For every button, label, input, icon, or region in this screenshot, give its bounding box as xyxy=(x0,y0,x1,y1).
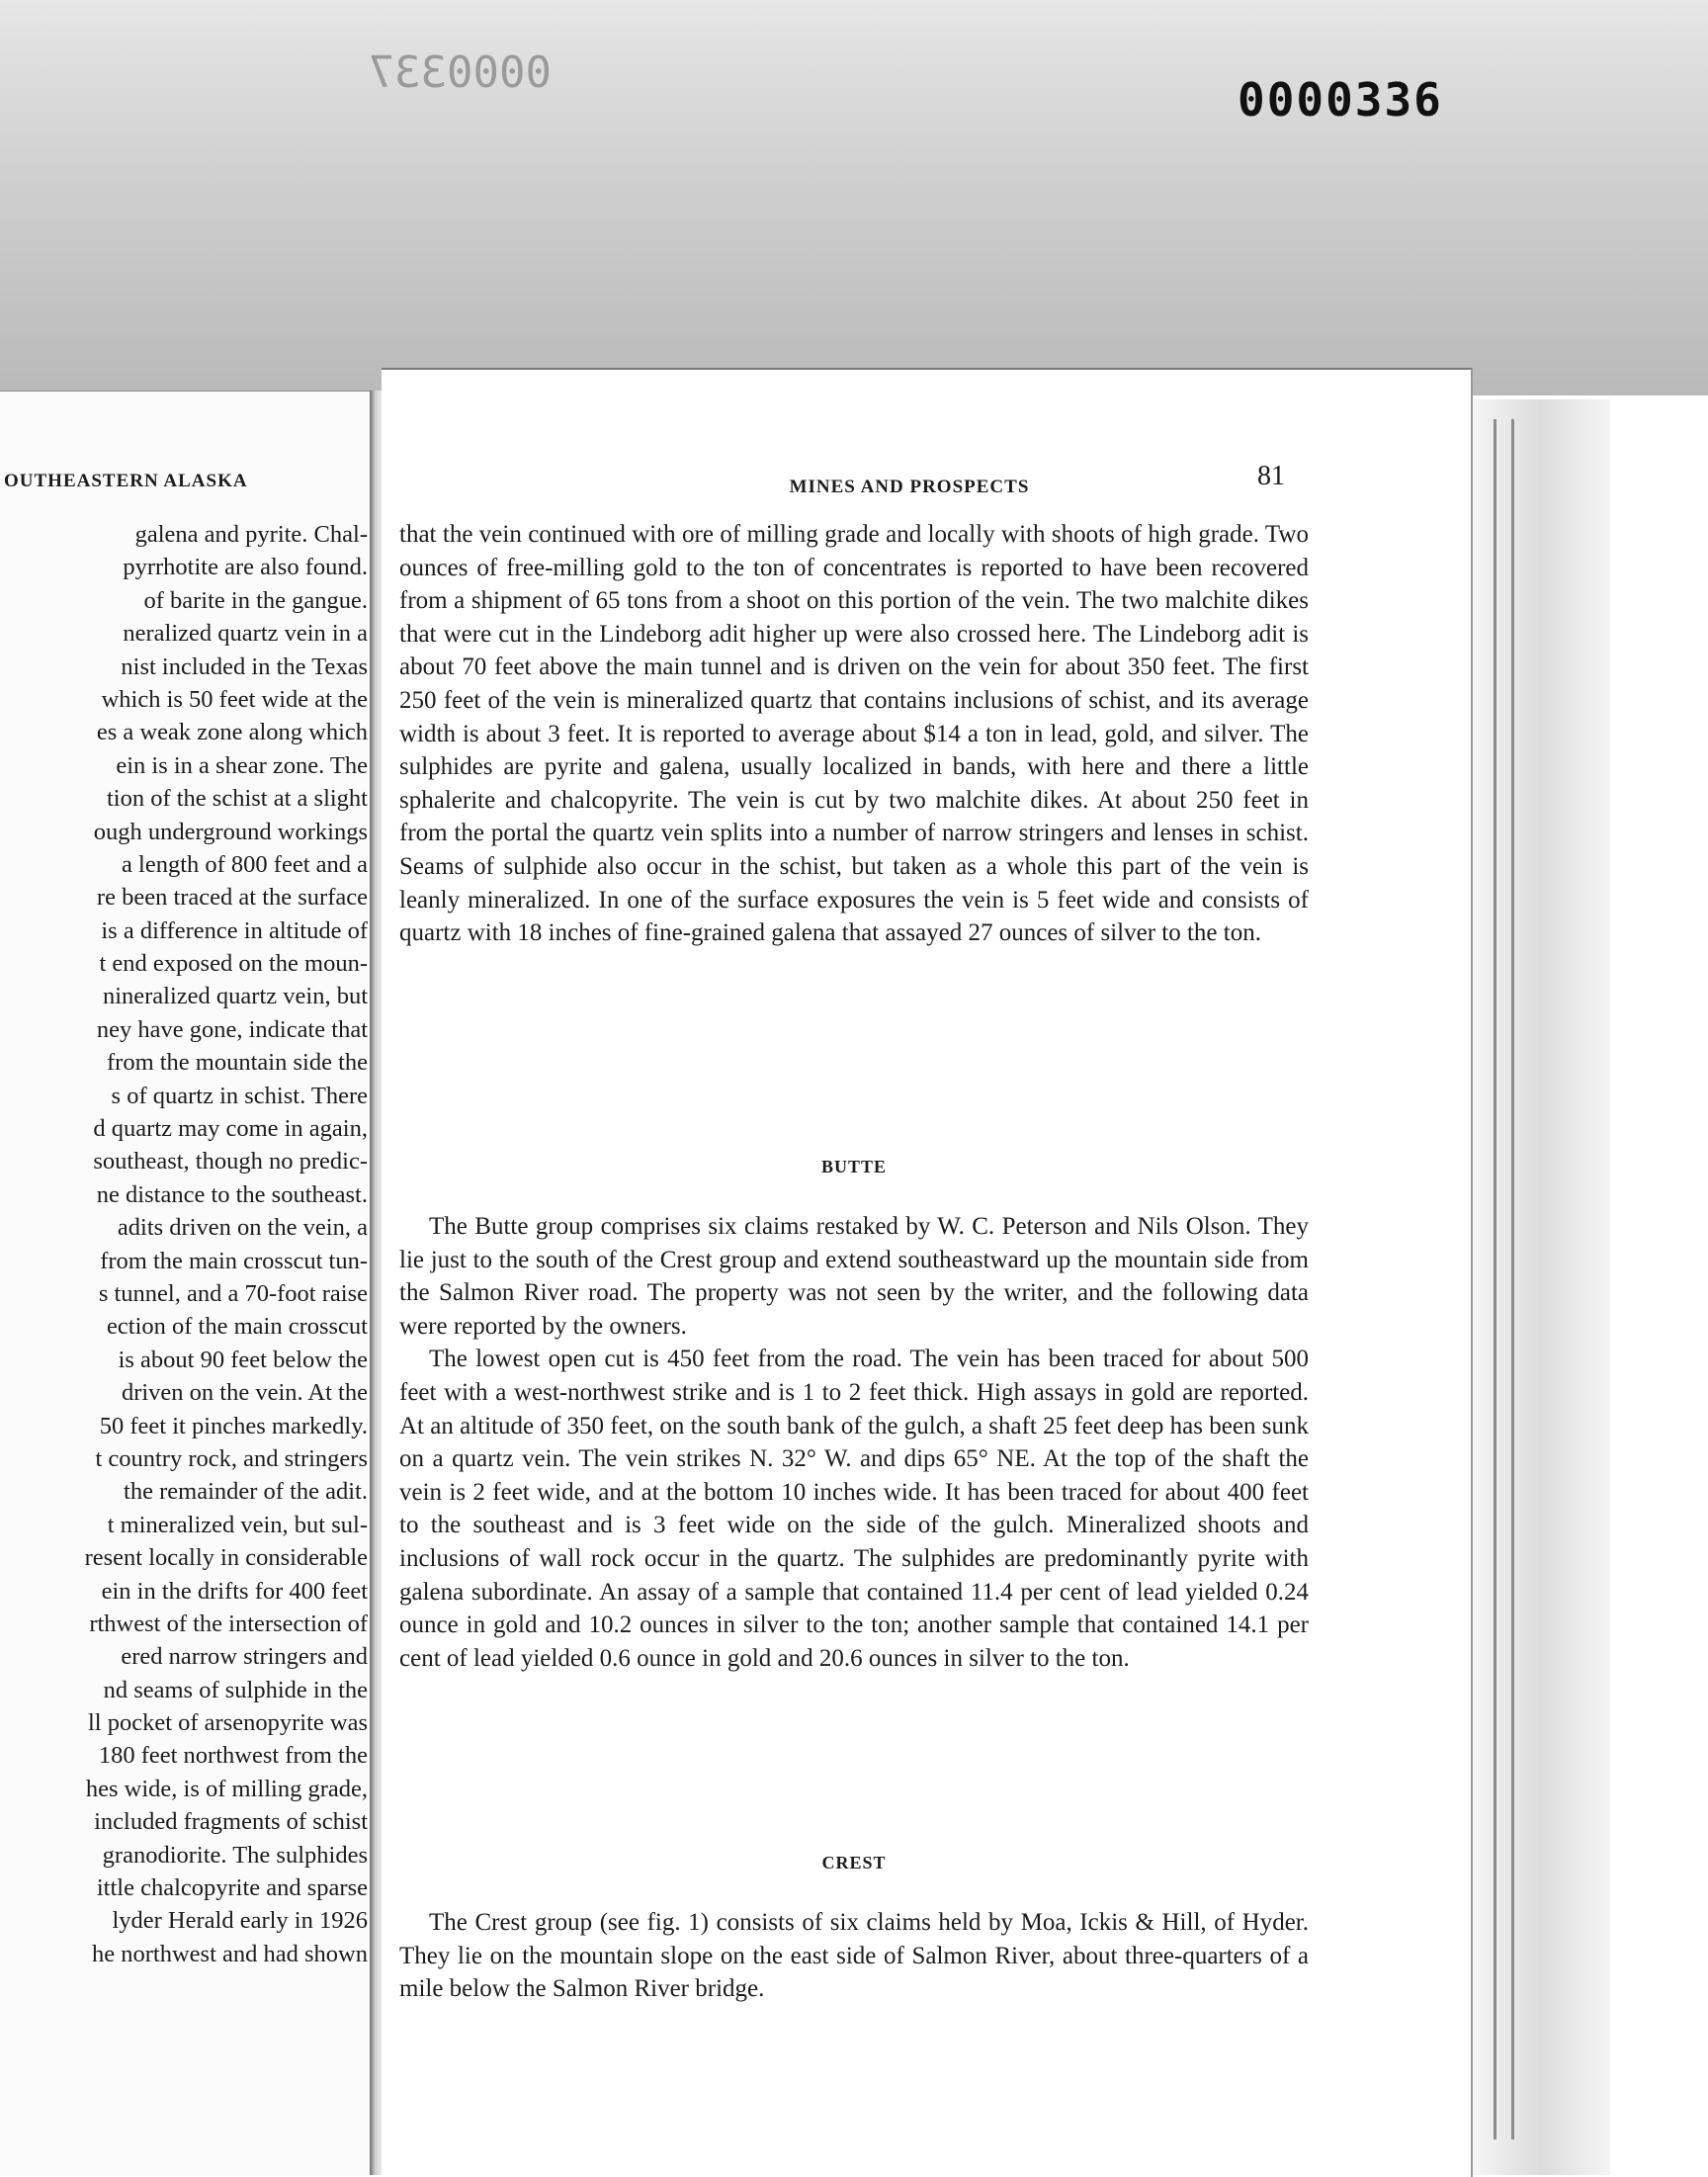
page-edge-line xyxy=(1511,419,1514,2139)
left-page-line: ittle chalcopyrite and sparse xyxy=(96,1874,368,1902)
left-page-line: from the main crosscut tun- xyxy=(100,1247,368,1274)
right-page xyxy=(382,368,1473,2177)
page-stack-edge xyxy=(1471,399,1610,2175)
left-page-line: rthwest of the intersection of xyxy=(89,1610,368,1637)
continuation-paragraph-block xyxy=(399,518,1309,950)
left-page-line: ein is in a shear zone. The xyxy=(116,751,368,779)
left-page-text xyxy=(0,518,368,1970)
left-page-line: included fragments of schist xyxy=(94,1808,368,1836)
left-page-line: galena and pyrite. Chal- xyxy=(134,521,368,548)
left-page-line: lyder Herald early in 1926 xyxy=(112,1907,368,1935)
left-page-line: nineralized quartz vein, but xyxy=(102,983,368,1010)
left-page-line: he northwest and had shown xyxy=(92,1940,368,1967)
left-page-line: d quartz may come in again, xyxy=(93,1115,368,1143)
crest-heading: CREST xyxy=(821,1853,887,1872)
page-edge-line xyxy=(1494,419,1496,2139)
photocopy-background xyxy=(0,0,1708,395)
left-page-line: es a weak zone along which xyxy=(96,719,368,746)
left-page-line: ough underground workings xyxy=(93,818,368,845)
running-head: MINES AND PROSPECTS xyxy=(789,477,1030,497)
butte-paragraph-2: The lowest open cut is 450 feet from the road. The vein has been traced for about 500 feet with a west-northwest strike and is 1 to 2 feet thick. High assays in gold are reported. At an altitude of 350 feet, on the south bank of the gulch, a shaft 25 feet deep has been sunk on a quartz vein. The vein strikes N. 32° W. and dips 65° NE. At the top of the shaft the vein is 2 feet wide, and at the bottom 10 inches wide. It has been traced for about 400 feet to the southeast and is 3 feet wide on the side of the gulch. Mineralized shoots and inclusions of wall rock occur in the quartz. The sulphides are predominantly pyrite with galena subordinate. An assay of a sample that contained 11.4 per cent of lead yielded 0.24 ounce in gold and 10.2 ounces in silver to the ton; another sample that contained 14.1 per cent of lead yielded 0.6 ounce in gold and 20.6 ounces in silver to the ton. xyxy=(399,1346,1309,1672)
ghost-stamp-number: 0000337 xyxy=(368,47,552,98)
left-page-line: ered narrow stringers and xyxy=(121,1643,368,1671)
left-page-line: nist included in the Texas xyxy=(121,653,368,680)
left-page-line: adits driven on the vein, a xyxy=(117,1214,368,1242)
butte-heading: BUTTE xyxy=(820,1157,888,1176)
left-page-line: ne distance to the southeast. xyxy=(96,1180,368,1208)
left-page-line: s of quartz in schist. There xyxy=(111,1082,368,1109)
butte-section xyxy=(399,1210,1309,1675)
butte-paragraph-1: The Butte group comprises six claims restaked by W. C. Peterson and Nils Olson. They lie just to the south of the Crest group and extend southeastward up the mountain side from the Salmon River road. The property was not seen by the writer, and the following data were reported by the owners. xyxy=(399,1213,1309,1340)
continuation-paragraph: that the vein continued with ore of milling grade and locally with shoots of high grade. Two ounces of free-milling gold to the ton of concentrates is reported to have been recovered from a shipment of 65 tons from a shoot on this portion of the vein. The two malchite dikes that were cut in the Lindeborg adit higher up were also crossed here. The Lindeborg adit is about 70 feet above the main tunnel and is driven on the vein for about 350 feet. The first 250 feet of the vein is mineralized quartz that contains inclusions of schist, and its average width is about 3 feet. It is reported to average about $14 a ton in lead, gold, and silver. The sulphides are pyrite and galena, usually localized in bands, with here and there a little sphalerite and chalcopyrite. The vein is cut by two malchite dikes. At about 250 feet in from the portal the quartz vein splits into a number of narrow stringers and lenses in schist. Seams of sulphide also occur in the schist, but taken as a whole this part of the vein is leanly mineralized. In one of the surface exposures the vein is 5 feet wide and consists of quartz with 18 inches of fine-grained galena that assayed 27 ounces of silver to the ton. xyxy=(399,521,1309,947)
left-page-line: is a difference in altitude of xyxy=(101,916,368,944)
left-page-line: hes wide, is of milling grade, xyxy=(85,1775,368,1802)
left-page-line: t country rock, and stringers xyxy=(95,1444,368,1472)
left-page-line: s tunnel, and a 70-foot raise xyxy=(98,1279,368,1307)
left-page-line: which is 50 feet wide at the xyxy=(101,685,368,713)
left-page-line: granodiorite. The sulphides xyxy=(102,1841,368,1869)
left-page-line: t end exposed on the moun- xyxy=(99,950,368,978)
crest-paragraph: The Crest group (see fig. 1) consists of six claims held by Moa, Ickis & Hill, of Hyder. They lie on the mountain slope on the east side of Salmon River, about three-quarters of a mile below the Salmon River bridge. xyxy=(399,1909,1309,2003)
crest-section xyxy=(399,1906,1309,2006)
left-page-line: t mineralized vein, but sul- xyxy=(107,1511,368,1538)
left-page-line: ll pocket of arsenopyrite was xyxy=(87,1709,368,1737)
left-page xyxy=(0,391,376,2176)
left-page-line: pyrrhotite are also found. xyxy=(123,554,368,581)
left-page-line: from the mountain side the xyxy=(107,1049,368,1077)
left-page-line: re been traced at the surface xyxy=(96,884,368,912)
left-page-line: neralized quartz vein in a xyxy=(123,620,368,648)
left-page-line: tion of the schist at a slight xyxy=(106,785,368,813)
left-page-line: ney have gone, indicate that xyxy=(96,1015,368,1043)
left-page-line: ection of the main crosscut xyxy=(107,1313,368,1341)
document-stamp-number: 0000336 xyxy=(1238,73,1443,127)
left-page-line: resent locally in considerable xyxy=(84,1544,368,1572)
left-page-line: of barite in the gangue. xyxy=(143,586,368,614)
left-running-head: OUTHEASTERN ALASKA xyxy=(4,471,248,491)
left-page-line: the remainder of the adit. xyxy=(124,1478,368,1506)
page-number: 81 xyxy=(1257,461,1285,491)
left-page-line: 50 feet it pinches markedly. xyxy=(99,1412,368,1439)
left-page-line: southeast, though no predic- xyxy=(93,1148,368,1176)
left-page-line: a length of 800 feet and a xyxy=(122,850,368,878)
left-page-line: is about 90 feet below the xyxy=(118,1346,368,1373)
left-page-line: ein in the drifts for 400 feet xyxy=(101,1577,368,1605)
left-page-line: 180 feet northwest from the xyxy=(98,1742,368,1770)
left-page-line: nd seams of sulphide in the xyxy=(103,1676,368,1703)
left-page-line: driven on the vein. At the xyxy=(121,1379,368,1407)
